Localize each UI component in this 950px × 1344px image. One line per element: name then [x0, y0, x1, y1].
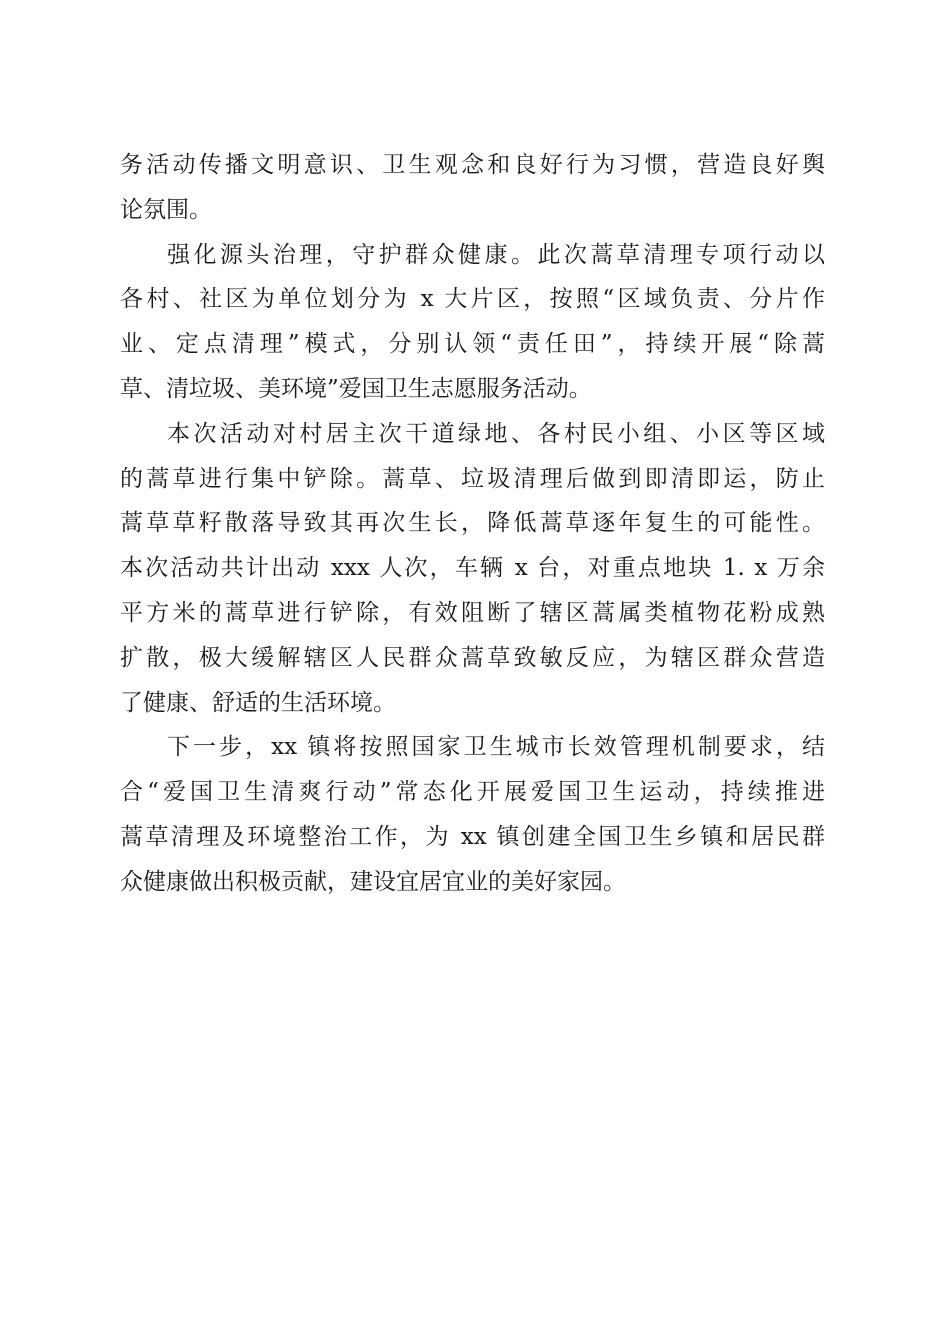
paragraph-3-line-5: 平方米的蒿草进行铲除，有效阻断了辖区蒿属类植物花粉成熟 — [120, 599, 825, 626]
paragraph-1-line-2: 论氛围。 — [120, 196, 212, 223]
paragraph-3-line-6: 扩散，极大缓解辖区人民群众蒿草致敏反应，为辖区群众营造 — [120, 644, 825, 671]
paragraph-3-line-3: 蒿草草籽散落导致其再次生长，降低蒿草逐年复生的可能性。 — [120, 510, 825, 537]
paragraph-4-line-3: 蒿草清理及环境整治工作，为 xx 镇创建全国卫生乡镇和居民群 — [120, 823, 825, 850]
paragraph-3-line-7: 了健康、舒适的生活环境。 — [120, 689, 396, 716]
paragraph-4-line-4: 众健康做出积极贡献，建设宜居宜业的美好家园。 — [120, 868, 626, 895]
paragraph-3-line-1: 本次活动对村居主次干道绿地、各村民小组、小区等区域 — [167, 420, 825, 447]
paragraph-4-line-1: 下一步，xx 镇将按照国家卫生城市长效管理机制要求，结 — [167, 734, 825, 761]
paragraph-4-line-2: 合“爱国卫生清爽行动”常态化开展爱国卫生运动，持续推进 — [120, 779, 825, 806]
paragraph-3-line-2: 的蒿草进行集中铲除。蒿草、垃圾清理后做到即清即运，防止 — [120, 465, 825, 492]
paragraph-1-line-1: 务活动传播文明意识、卫生观念和良好行为习惯，营造良好舆 — [120, 152, 825, 178]
paragraph-2-line-2: 各村、社区为单位划分为 x 大片区，按照“区域负责、分片作 — [120, 286, 825, 313]
document-body — [120, 143, 825, 905]
paragraph-2-line-4: 草、清垃圾、美环境”爱国卫生志愿服务活动。 — [120, 375, 592, 402]
paragraph-2-line-3: 业、定点清理”模式，分别认领“责任田”，持续开展“除蒿 — [120, 331, 825, 358]
paragraph-3-line-4: 本次活动共计出动 xxx 人次，车辆 x 台，对重点地块 1. x 万余 — [120, 555, 825, 582]
paragraph-2-line-1: 强化源头治理，守护群众健康。此次蒿草清理专项行动以 — [167, 241, 825, 268]
